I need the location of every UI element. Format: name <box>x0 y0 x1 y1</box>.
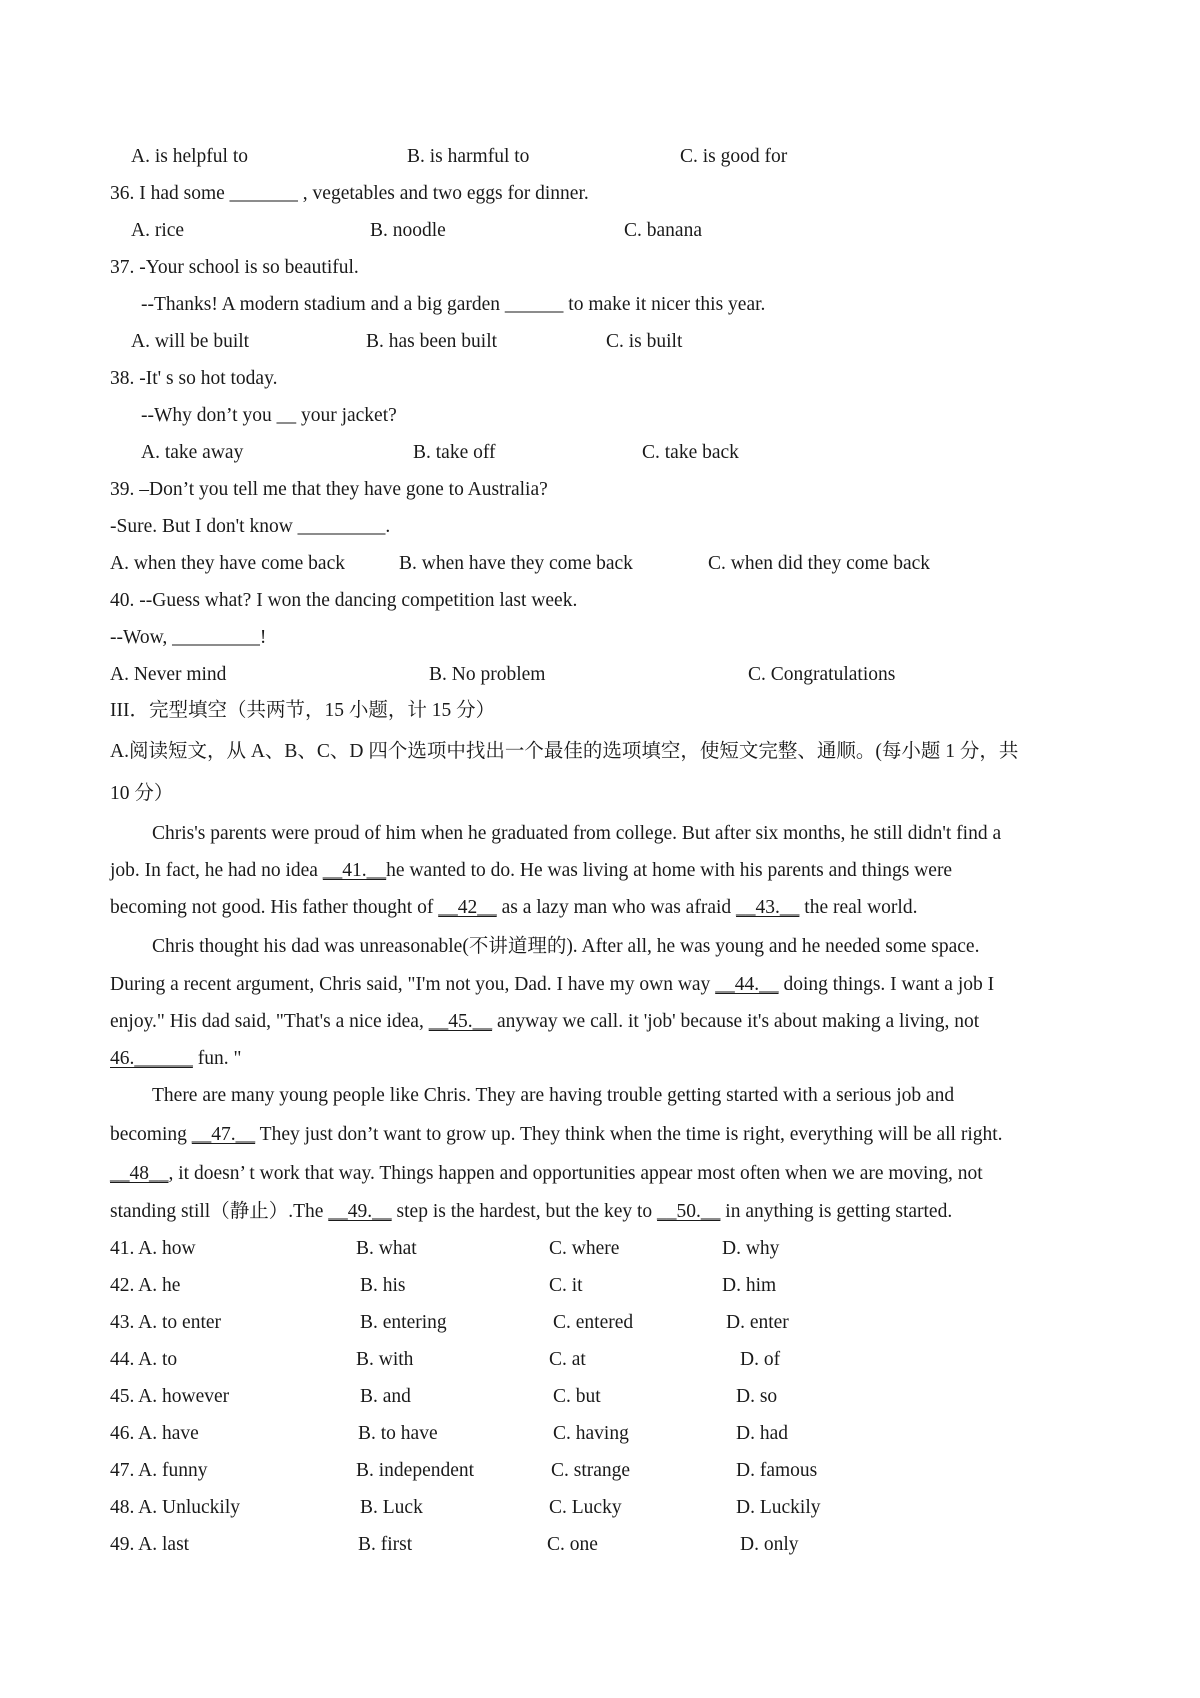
q42-option-c: C. it <box>549 1275 583 1296</box>
q37-line2: --Thanks! A modern stadium and a big garden ______ to make it nicer this year. <box>141 294 766 315</box>
passage-p2-line2 <box>110 973 994 997</box>
passage-p3-line3 <box>110 1162 983 1186</box>
q48-option-d: D. Luckily <box>736 1497 821 1518</box>
passage-p3-line1: There are many young people like Chris. They are having trouble getting started with a serious job and <box>152 1085 955 1106</box>
q36-option-b: B. noodle <box>370 220 446 241</box>
q39-line2: -Sure. But I don't know _________. <box>110 516 391 537</box>
q44-option-a: 44. A. to <box>110 1349 178 1370</box>
q42-option-d: D. him <box>722 1275 777 1296</box>
q48-option-b: B. Luck <box>360 1497 423 1518</box>
passage-p1-line1: Chris's parents were proud of him when he graduated from college. But after six months, he still didn't find a <box>152 823 1002 844</box>
q45-option-d: D. so <box>736 1386 778 1407</box>
q49-option-c: C. one <box>547 1534 598 1555</box>
q45-option-c: C. but <box>553 1386 601 1407</box>
q49-option-d: D. only <box>740 1534 799 1555</box>
q48-option-a: 48. A. Unluckily <box>110 1497 240 1518</box>
q41-option-c: C. where <box>549 1238 620 1259</box>
q43-option-b: B. entering <box>360 1312 447 1333</box>
section-instruction-line2: 10 分） <box>110 783 174 804</box>
q40-line1: 40. --Guess what? I won the dancing competition last week. <box>110 590 578 611</box>
passage-text: They just don’t want to grow up. They think when the time is right, everything will be all right. <box>255 1124 1003 1145</box>
q39-option-a: A. when they have come back <box>110 553 345 574</box>
passage-text: becoming not good. His father thought of <box>110 897 439 918</box>
q49-option-a: 49. A. last <box>110 1534 190 1555</box>
q40-option-a: A. Never mind <box>110 664 227 685</box>
section-heading: III．完型填空（共两节，15 小题，计 15 分） <box>110 700 496 721</box>
q46-option-a: 46. A. have <box>110 1423 199 1444</box>
q38-line1: 38. -It' s so hot today. <box>110 368 278 389</box>
q38-option-c: C. take back <box>642 442 739 463</box>
passage-text: doing things. I want a job I <box>778 974 995 995</box>
blank-45: __45.__ <box>428 1011 493 1032</box>
q36-option-a: A. rice <box>131 220 185 241</box>
q47-option-b: B. independent <box>356 1460 475 1481</box>
passage-text: standing still（静止）.The <box>110 1201 329 1222</box>
passage-text: fun. " <box>192 1048 242 1069</box>
blank-46: 46.______ <box>110 1048 193 1069</box>
q44-option-b: B. with <box>356 1349 414 1370</box>
q48-option-c: C. Lucky <box>549 1497 622 1518</box>
q42-option-b: B. his <box>360 1275 406 1296</box>
blank-48: __48__ <box>110 1163 169 1184</box>
q37-line1: 37. -Your school is so beautiful. <box>110 257 359 278</box>
q41-option-b: B. what <box>356 1238 417 1259</box>
q36-stem: 36. I had some _______ , vegetables and two eggs for dinner. <box>110 183 589 204</box>
q35-option-a: A. is helpful to <box>131 146 248 167</box>
q39-option-b: B. when have they come back <box>399 553 633 574</box>
passage-p2-line3 <box>110 1010 979 1034</box>
q37-option-c: C. is built <box>606 331 683 352</box>
passage-text: enjoy." His dad said, "That's a nice idea, <box>110 1011 429 1032</box>
passage-p2-line4 <box>110 1047 241 1071</box>
blank-42: __42__ <box>438 897 497 918</box>
passage-p2-line1: Chris thought his dad was unreasonable(不讲道理的). After all, he was young and he needed some space. <box>152 936 980 957</box>
blank-41: __41.__ <box>322 860 387 881</box>
q45-option-b: B. and <box>360 1386 411 1407</box>
q39-line1: 39. –Don’t you tell me that they have gone to Australia? <box>110 479 548 500</box>
blank-43: __43.__ <box>736 897 800 918</box>
passage-p1-line3 <box>110 896 917 920</box>
q39-option-c: C. when did they come back <box>708 553 931 574</box>
blank-49: __49.__ <box>328 1201 392 1222</box>
q40-option-c: C. Congratulations <box>748 664 896 685</box>
q38-option-a: A. take away <box>141 442 244 463</box>
passage-text: becoming <box>110 1124 192 1145</box>
q47-option-a: 47. A. funny <box>110 1460 208 1481</box>
passage-p3-line2 <box>110 1123 1003 1147</box>
passage-text: as a lazy man who was afraid <box>496 897 737 918</box>
passage-text: step is the hardest, but the key to <box>391 1201 658 1222</box>
q46-option-b: B. to have <box>358 1423 438 1444</box>
passage-text: anyway we call. it 'job' because it's about making a living, not <box>492 1011 980 1032</box>
q40-line2: --Wow, _________! <box>110 627 267 648</box>
passage-text: During a recent argument, Chris said, "I'm not you, Dad. I have my own way <box>110 974 716 995</box>
passage-p1-line2 <box>110 859 952 883</box>
q44-option-c: C. at <box>549 1349 586 1370</box>
passage-text: , it doesn’ t work that way. Things happen and opportunities appear most often when we are moving, not <box>168 1163 983 1184</box>
q44-option-d: D. of <box>740 1349 781 1370</box>
q43-option-a: 43. A. to enter <box>110 1312 222 1333</box>
blank-50: __50.__ <box>657 1201 721 1222</box>
q46-option-d: D. had <box>736 1423 788 1444</box>
q45-option-a: 45. A. however <box>110 1386 230 1407</box>
passage-p3-line4 <box>110 1200 952 1224</box>
blank-47: __47.__ <box>191 1124 256 1145</box>
q46-option-c: C. having <box>553 1423 629 1444</box>
q35-option-c: C. is good for <box>680 146 788 167</box>
q42-option-a: 42. A. he <box>110 1275 181 1296</box>
q36-option-c: C. banana <box>624 220 702 241</box>
passage-text: he wanted to do. He was living at home with his parents and things were <box>386 860 953 881</box>
q49-option-b: B. first <box>358 1534 413 1555</box>
q37-option-b: B. has been built <box>366 331 498 352</box>
q41-option-a: 41. A. how <box>110 1238 196 1259</box>
q40-option-b: B. No problem <box>429 664 546 685</box>
section-instruction-line1: A.阅读短文，从 A、B、C、D 四个选项中找出一个最佳的选项填空，使短文完整、通顺。(每小题 1 分，共 <box>110 741 1019 762</box>
q37-option-a: A. will be built <box>131 331 250 352</box>
q38-line2: --Why don’t you __ your jacket? <box>141 405 397 426</box>
q35-option-b: B. is harmful to <box>407 146 530 167</box>
q47-option-c: C. strange <box>551 1460 631 1481</box>
passage-text: job. In fact, he had no idea <box>110 860 323 881</box>
q43-option-c: C. entered <box>553 1312 634 1333</box>
blank-44: __44.__ <box>715 974 779 995</box>
q38-option-b: B. take off <box>413 442 496 463</box>
q47-option-d: D. famous <box>736 1460 818 1481</box>
q41-option-d: D. why <box>722 1238 780 1259</box>
passage-text: in anything is getting started. <box>720 1201 953 1222</box>
passage-text: the real world. <box>799 897 918 918</box>
q43-option-d: D. enter <box>726 1312 789 1333</box>
